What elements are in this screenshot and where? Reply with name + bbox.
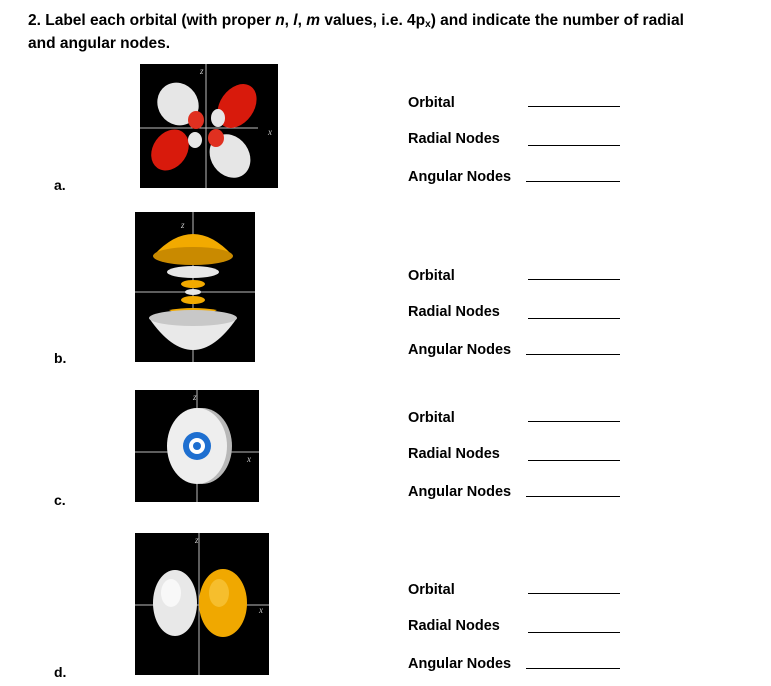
item-letter-d: d. — [54, 664, 67, 680]
angular-label-d: Angular Nodes — [408, 656, 512, 672]
axis-z-label-a: z — [200, 66, 204, 76]
quantum-m: m — [306, 12, 321, 29]
radial-answer-line-b[interactable] — [528, 318, 620, 319]
question-part2: values, i.e. 4p — [320, 12, 426, 29]
question-sub: x — [425, 19, 431, 30]
angular-answer-line-d[interactable] — [526, 668, 620, 669]
angular-label-c: Angular Nodes — [408, 484, 512, 500]
orbital-image-a — [140, 64, 278, 188]
item-letter-a: a. — [54, 177, 66, 193]
angular-answer-line-a[interactable] — [526, 181, 620, 182]
orbital-image-b — [135, 212, 255, 362]
axis-z-label-b: z — [181, 220, 185, 230]
axis-x-label-c: x — [247, 454, 251, 464]
orbital-label-d: Orbital — [408, 582, 455, 598]
quantum-l: l — [293, 12, 298, 29]
item-letter-b: b. — [54, 350, 67, 366]
radial-label-b: Radial Nodes — [408, 304, 500, 320]
axis-x-label-a: x — [268, 127, 272, 137]
question-text — [28, 11, 758, 53]
orbital-image-d — [135, 533, 269, 675]
question-part1: Label each orbital (with proper — [45, 12, 276, 29]
question-line-2: and angular nodes. — [28, 35, 171, 52]
item-letter-c: c. — [54, 492, 66, 508]
question-part3: ) and indicate the number of radial — [430, 12, 684, 29]
radial-answer-line-d[interactable] — [528, 632, 620, 633]
orbital-label-c: Orbital — [408, 410, 455, 426]
angular-label-b: Angular Nodes — [408, 342, 512, 358]
radial-label-a: Radial Nodes — [408, 131, 500, 147]
radial-answer-line-a[interactable] — [528, 145, 620, 146]
question-line-1: 2. Label each orbital (with proper n, l, m values, i.e. $4p_x$) and indicate the number of radial — [28, 12, 684, 30]
quantum-n: n — [275, 12, 285, 29]
orbital-answer-line-b[interactable] — [528, 279, 620, 280]
radial-label-c: Radial Nodes — [408, 446, 500, 462]
axis-z-label-d: z — [195, 535, 199, 545]
orbital-answer-line-a[interactable] — [528, 106, 620, 107]
radial-label-d: Radial Nodes — [408, 618, 500, 634]
angular-answer-line-c[interactable] — [526, 496, 620, 497]
orbital-answer-line-d[interactable] — [528, 593, 620, 594]
axis-z-label-c: z — [193, 392, 197, 402]
angular-label-a: Angular Nodes — [408, 169, 512, 185]
angular-answer-line-b[interactable] — [526, 354, 620, 355]
orbital-image-c — [135, 390, 259, 502]
orbital-label-a: Orbital — [408, 95, 455, 111]
orbital-label-b: Orbital — [408, 268, 455, 284]
radial-answer-line-c[interactable] — [528, 460, 620, 461]
axis-x-label-d: x — [259, 605, 263, 615]
question-number: 2. — [28, 12, 41, 29]
orbital-answer-line-c[interactable] — [528, 421, 620, 422]
